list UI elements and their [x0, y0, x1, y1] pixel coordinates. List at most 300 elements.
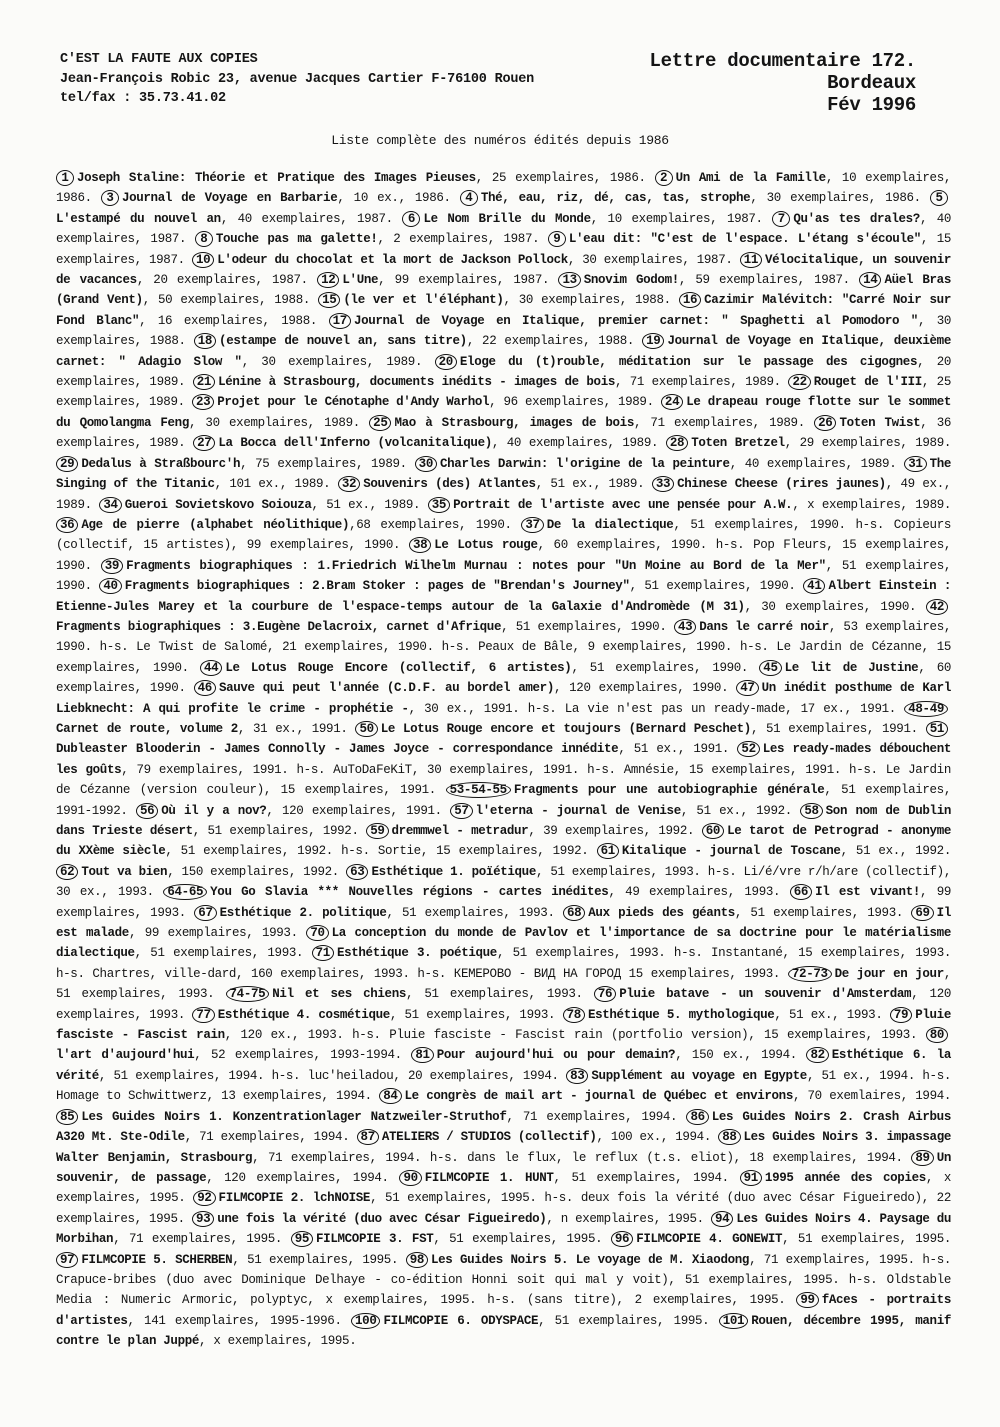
- entry-title: Le Nom Brille du Monde: [423, 211, 591, 226]
- entry-details: , 39 exemplaires, 1992.: [528, 824, 695, 838]
- catalog-entry: [317, 273, 549, 287]
- entry-details: , 101 ex., 1989.: [214, 477, 331, 492]
- entry-number: 96: [611, 1231, 633, 1247]
- entry-number: 8: [195, 231, 213, 247]
- entry-title: Fragments biographiques : 2.Bram Stoker : pages de "Brendan's Journey": [124, 579, 630, 594]
- entry-title: une fois la vérité (duo avec César Figueiredo): [217, 1211, 547, 1226]
- entry-title: Le tarot de Petrograd - anonyme du XXème siècle: [56, 824, 951, 859]
- entry-title: (estampe de nouvel an, sans titre): [219, 334, 467, 349]
- entry-number: 68: [563, 905, 585, 921]
- entry-details: , 10 exemplaires, 1987.: [590, 211, 763, 226]
- entry-title: Toten Bretzel: [691, 436, 785, 451]
- catalog-entry: [192, 1008, 555, 1022]
- entry-details: , 30 exemplaires, 1989.: [189, 415, 360, 430]
- entry-details: , 49 ex., 1989.: [56, 477, 952, 512]
- entry-title: Rouget de l'III: [813, 375, 922, 390]
- catalog-entry: [194, 334, 634, 348]
- entry-details: , 51 exemplaires, 1990.: [501, 619, 667, 634]
- catalog-entry: [563, 1008, 883, 1022]
- entry-number: 95: [291, 1231, 313, 1247]
- entry-number: 11: [740, 252, 762, 268]
- sender-block: [60, 50, 534, 109]
- entry-details: , 25 exemplaires, 1989.: [56, 375, 951, 410]
- entry-number: 38: [409, 537, 431, 553]
- entry-number: 25: [369, 415, 391, 431]
- entry-number: 72-73: [788, 966, 832, 982]
- entry-title: De la dialectique: [546, 517, 674, 532]
- entry-number: 76: [594, 986, 616, 1002]
- entry-details: , 51 exemplaires, 1994.: [553, 1170, 729, 1185]
- catalog-entry: [194, 681, 729, 695]
- catalog-entry: [163, 885, 780, 899]
- entry-details: , 30 exemplaires, 1986.: [750, 191, 921, 206]
- entry-details: , 40 exemplaires, 1989.: [491, 436, 659, 451]
- letter-header: [650, 50, 916, 116]
- catalog-entry: [611, 1232, 951, 1246]
- entry-title: Esthétique 5. mythologique: [587, 1007, 775, 1022]
- entry-details: , 30 exemplaires, 1987.: [567, 252, 733, 267]
- entry-details: , 36 exemplaires, 1989.: [56, 415, 952, 451]
- catalog-entry: [366, 824, 694, 838]
- entry-number: 17: [329, 313, 351, 329]
- entry-number: 74-75: [226, 986, 270, 1002]
- entry-title: La conception du monde de Pavlov et l'importance de sa doctrine pour le matérialisme dialectique: [56, 926, 951, 961]
- entry-title: L'eau dit: "C'est de l'espace. L'étang s'écoule": [568, 232, 921, 247]
- entry-number: 58: [800, 803, 822, 819]
- catalog-entry: [99, 579, 795, 593]
- catalog-entry: [56, 1253, 398, 1267]
- entry-number: 81: [411, 1047, 433, 1063]
- entry-title: Il est vivant!: [815, 885, 921, 900]
- entry-number: 67: [194, 905, 216, 921]
- entry-details: , 51 exemplaires, 1991.: [750, 721, 918, 736]
- entry-title: La Bocca dell'Inferno (volcanitalique): [218, 436, 492, 451]
- entry-number: 50: [355, 721, 377, 737]
- catalog-entry: [379, 1089, 951, 1103]
- entry-title: FILMCOPIE 3. FST: [316, 1232, 434, 1247]
- entry-title: L'estampé du nouvel an: [56, 211, 221, 226]
- entry-title: l'art d'aujourd'hui: [56, 1048, 195, 1063]
- entry-details: , 120 exemplaires, 1991.: [266, 803, 442, 818]
- entry-title: Vélocitalique, un souvenir de vacances: [56, 252, 951, 288]
- entry-details: , 120 ex., 1993. h-s. Pluie fasciste - Fascist rain (portfolio version), 15 exemplaires, 1993.: [224, 1028, 918, 1043]
- entry-number: 84: [379, 1088, 401, 1104]
- entry-title: Fragments biographiques : 1.Friedrich Wilhelm Murnau : notes pour "Un Moine au Bord de la Mer": [126, 558, 826, 573]
- catalog-entry: [56, 1110, 677, 1124]
- entry-details: , 51 exemplaires, 1993.: [406, 987, 583, 1002]
- entry-details: , 51 exemplaires, 1993. h-s. Instantané, 15 exemplaires, 1993. h-s. Chartres, ville-dard, 160 exemplaires, 1993. h-s. КЕМЕРОВО - ВИД НА ГОРОД 15 exemplaires, 1993.: [56, 946, 951, 981]
- entry-number: 3: [101, 190, 119, 206]
- entry-title: Touche pas ma galette!: [215, 232, 378, 247]
- entry-number: 64-65: [163, 884, 207, 900]
- entry-details: , 60 exemplaires, 1990.: [56, 660, 952, 696]
- entry-number: 62: [56, 864, 78, 880]
- entry-number: 12: [317, 272, 339, 288]
- entry-details: , 99 exemplaires, 1987.: [378, 273, 550, 288]
- entry-details: , 30 exemplaires, 1989.: [241, 354, 423, 369]
- entry-details: , 51 ex., 1993.: [774, 1007, 883, 1022]
- catalog-entry: [415, 457, 897, 471]
- entry-number: 35: [428, 497, 450, 513]
- entry-details: , 71 exemplaires, 1994.: [184, 1130, 350, 1145]
- entry-title: L'odeur du chocolat et la mort de Jackson Pollock: [217, 252, 568, 267]
- entry-title: L'Une: [342, 273, 379, 288]
- entry-title: Charles Darwin: l'origine de la peinture: [439, 456, 730, 471]
- entry-number: 18: [194, 333, 216, 349]
- entry-title: Esthétique 1. poïétique: [371, 864, 536, 879]
- catalog-entry: [193, 436, 658, 450]
- catalog-entry: [56, 865, 339, 879]
- catalog-entry: [56, 518, 512, 532]
- entry-details: , 30 exemplaires, 1988.: [503, 293, 671, 308]
- entry-title: Carnet de route, volume 2: [56, 721, 238, 736]
- entry-number: 21: [193, 374, 215, 390]
- entry-number: 36: [56, 517, 78, 533]
- entry-title: The Singing of the Titanic: [56, 456, 952, 492]
- entry-title: Journal de Voyage en Barbarie: [121, 191, 338, 206]
- entry-title: Où il y a nov?: [161, 803, 267, 818]
- entry-number: 7: [772, 211, 790, 227]
- entry-number: 66: [790, 884, 812, 900]
- catalog-entry: [411, 1048, 797, 1062]
- entry-details: , 51 exemplaires, 1992.: [192, 824, 359, 838]
- entry-title: (le ver et l'éléphant): [343, 293, 504, 308]
- entry-details: , 25 exemplaires, 1986.: [475, 171, 646, 185]
- entry-title: Le lit de Justine: [784, 660, 919, 675]
- entry-details: , 120 exemplaires, 1990.: [553, 681, 729, 696]
- catalog-entry: [195, 232, 539, 246]
- entry-number: 92: [193, 1190, 215, 1206]
- entry-title: Fragments biographiques : 3.Eugène Delacroix, carnet d'Afrique: [56, 619, 502, 634]
- catalog-entry: [56, 171, 646, 185]
- entry-details: , 120 exemplaires, 1994.: [206, 1170, 389, 1185]
- entry-details: , 51 exemplaires, 1993.: [734, 905, 903, 920]
- catalog-entry: [101, 191, 451, 205]
- entry-details: , 51 exemplaires, 1994. h-s. luc'heiladou, 20 exemplaires, 1994.: [98, 1068, 559, 1083]
- entry-details: , 40 exemplaires, 1989.: [729, 456, 897, 471]
- entry-number: 70: [306, 925, 328, 941]
- catalog-entry: [291, 1232, 603, 1246]
- entry-details: , 51 exemplaires, 1993.: [389, 1007, 556, 1022]
- entry-details: , 60 exemplaires, 1990. h-s. Pop Fleurs, 15 exemplaires, 1990.: [56, 538, 952, 573]
- entry-title: Tout va bien: [81, 864, 168, 879]
- catalog-entry: [357, 1130, 711, 1144]
- entry-details: , 51 exemplaires, 1991-1992.: [56, 783, 951, 818]
- entry-number: 83: [566, 1068, 588, 1084]
- entry-number: 6: [402, 211, 420, 227]
- catalog-entry: [338, 477, 644, 491]
- entry-details: , 51 exemplaires, 1995. h-s. deux fois la vérité (duo avec César Figueiredo), 22 exemplaires, 1995.: [56, 1191, 951, 1226]
- entry-number: 86: [686, 1109, 708, 1125]
- entry-title: Esthétique 3. poétique: [336, 946, 497, 961]
- entry-details: , 150 ex., 1994.: [675, 1048, 797, 1063]
- entry-number: 57: [450, 803, 472, 819]
- entry-details: , 71 exemplaires, 1995.: [113, 1232, 283, 1247]
- entry-number: 2: [655, 170, 673, 186]
- entry-details: , 51 exemplaires, 1993.: [56, 966, 952, 1002]
- entry-title: Dubleaster Blooderin - James Connolly - James Joyce - correspondance innédite: [56, 742, 619, 757]
- entry-number: 98: [406, 1252, 428, 1268]
- entry-details: , x exemplaires, 1989.: [792, 497, 952, 512]
- catalog-entry: [597, 844, 951, 858]
- letter-title: Lettre documentaire 172.: [649, 50, 916, 72]
- entry-title: dremmwel - metradur: [391, 824, 529, 838]
- entry-details: , 49 exemplaires, 1993.: [608, 885, 781, 900]
- sender-address: Jean-François Robic 23, avenue Jacques Cartier F-76100 Rouen: [60, 71, 535, 87]
- entry-title: Portrait de l'artiste avec une pensée pour A.W.: [453, 497, 793, 512]
- entry-details: , 100 ex., 1994.: [596, 1130, 711, 1145]
- catalog-entry: [666, 436, 951, 450]
- entry-number: 39: [101, 558, 123, 574]
- entry-title: 1995 année des copies: [764, 1170, 926, 1185]
- entry-number: 94: [711, 1211, 733, 1227]
- entry-title: Les Guides Noirs 1. Konzentrationlager Natzweiler-Struthof: [81, 1109, 507, 1124]
- entry-number: 31: [904, 456, 926, 472]
- entry-number: 79: [890, 1007, 912, 1023]
- entry-title: Le drapeau rouge flotte sur le sommet du Qomolangma Feng: [56, 395, 952, 430]
- entry-title: You Go Slavia *** Nouvelles régions - cartes inédites: [210, 885, 609, 900]
- entry-title: Aux pieds des géants: [588, 905, 735, 920]
- catalog-entry: [558, 273, 849, 287]
- entry-title: Les Guides Noirs 4. Paysage du Morbihan: [56, 1211, 951, 1247]
- entry-details: , 71 exemplaires, 1989.: [633, 415, 805, 430]
- entry-details: , 79 exemplaires, 1991. h-s. AuToDaFeKiT, 30 exemplaires, 1991. h-s. Amnésie, 15 exemplaires, 1991. h-s. Le Jardin de Cézanne (version couleur), 15 exemplaires, 1991.: [56, 762, 951, 798]
- entry-number: 5: [930, 190, 948, 206]
- entry-number: 87: [357, 1129, 379, 1145]
- entry-details: , 15 exemplaires, 1987.: [56, 232, 951, 267]
- entry-details: , 51 ex., 1994. h-s. Homage to Schwittwerz, 13 exemplaires, 1994.: [56, 1068, 951, 1104]
- entry-title: Le Lotus Rouge encore et toujours (Bernard Peschet): [380, 721, 751, 736]
- entry-number: 30: [415, 456, 437, 472]
- entry-number: 48-49: [904, 701, 948, 717]
- entry-title: Eloge du (t)rouble, méditation sur le passage des cigognes: [459, 354, 918, 369]
- entry-title: Dans le carré noir: [699, 619, 829, 634]
- catalog-entry: [136, 804, 442, 818]
- catalog-list: [56, 168, 951, 1352]
- entry-details: , 50 exemplaires, 1988.: [142, 293, 310, 308]
- entry-number: 56: [136, 803, 158, 819]
- entry-number: 15: [318, 292, 340, 308]
- entry-title: Le congrès de mail art - journal de Québec et environs: [404, 1089, 793, 1104]
- entry-details: , 71 exemplaires, 1989.: [615, 375, 781, 390]
- entry-details: , 30 exemplaires, 1990.: [744, 599, 917, 614]
- entry-details: , 120 exemplaires, 1993.: [56, 987, 952, 1022]
- entry-number: 42: [926, 599, 948, 615]
- entry-number: 26: [814, 415, 836, 431]
- entry-title: Mao à Strasbourg, images de bois: [394, 415, 634, 430]
- entry-title: Toten Twist: [839, 415, 921, 430]
- entry-title: Aüel Bras (Grand Vent): [56, 273, 951, 308]
- entry-details: , 10 ex., 1986.: [337, 191, 451, 206]
- entry-number: 4: [460, 190, 478, 206]
- entry-number: 23: [192, 394, 214, 410]
- entry-details: , 2 exemplaires, 1987.: [377, 232, 540, 247]
- catalog-entry: [99, 498, 420, 512]
- catalog-entry: [351, 1314, 709, 1328]
- entry-title: Pluie batave - un souvenir d'Amsterdam: [619, 987, 912, 1002]
- entry-details: , 16 exemplaires, 1988.: [139, 313, 318, 328]
- entry-number: 16: [679, 292, 701, 308]
- entry-number: 80: [926, 1027, 948, 1043]
- entry-title: Pluie fasciste - Fascist rain: [56, 1007, 951, 1043]
- entry-title: Joseph Staline: Théorie et Pratique des Images Pieuses: [77, 171, 476, 185]
- catalog-entry: [318, 293, 671, 307]
- catalog-entry: [402, 212, 762, 226]
- catalog-entry: [226, 987, 583, 1001]
- entry-title: Son nom de Dublin dans Trieste désert: [56, 803, 952, 838]
- entry-number: 91: [740, 1170, 762, 1186]
- entry-details: , 141 exemplaires, 1995-1996.: [127, 1313, 342, 1328]
- entry-number: 93: [192, 1211, 214, 1227]
- entry-number: 19: [642, 333, 664, 349]
- entry-details: , 96 exemplaires, 1989.: [489, 395, 654, 410]
- entry-title: l'eterna - journal de Venise: [475, 803, 681, 818]
- entry-details: , x exemplaires, 1995.: [56, 1170, 951, 1206]
- letter-date: Fév 1996: [827, 94, 916, 116]
- entry-details: , 51 ex., 1992.: [680, 803, 792, 818]
- entry-details: , 51 exemplaires, 1995.: [232, 1252, 399, 1267]
- entry-title: Qu'as tes drales?: [793, 211, 920, 226]
- entry-title: Esthétique 6. la vérité: [56, 1048, 952, 1083]
- entry-details: , 30 ex., 1991. h-s. La vie n'est pas un ready-made, 17 ex., 1991.: [408, 701, 896, 716]
- entry-title: Les ready-mades débouchent les goûts: [56, 742, 951, 777]
- entry-number: 10: [192, 252, 214, 268]
- entry-number: 20: [435, 354, 457, 370]
- letter-city: Bordeaux: [827, 72, 916, 94]
- entry-details: , 20 exemplaires, 1989.: [56, 354, 952, 390]
- entry-title: Les Guides Noirs 2. Crash Airbus A320 Mt. Ste-Odile: [56, 1109, 951, 1145]
- entry-details: , 51 ex., 1989.: [535, 477, 645, 492]
- entry-number: 53-54-55: [446, 782, 511, 798]
- entry-details: , 51 exemplaires, 1992. h-s. Sortie, 15 exemplaires, 1992.: [165, 844, 589, 859]
- entry-details: , 51 exemplaires, 1995.: [433, 1232, 603, 1247]
- entry-number: 101: [719, 1313, 748, 1329]
- entry-title: FILMCOPIE 2. lchNOISE: [218, 1191, 371, 1206]
- entry-details: , 10 exemplaires, 1986.: [56, 171, 951, 206]
- entry-title: Nil et ses chiens: [272, 987, 407, 1002]
- catalog-entry: [450, 804, 792, 818]
- entry-details: , 51 exemplaires, 1990.: [56, 558, 951, 594]
- entry-number: 37: [521, 517, 543, 533]
- entry-details: , 71 exemplaires, 1994. h-s. dans le flux, le reflux (t.s. eliot), 18 exemplaires, 1994.: [252, 1150, 903, 1165]
- entry-title: Le Lotus Rouge Encore (collectif, 6 artistes): [225, 660, 572, 675]
- entry-number: 85: [56, 1109, 78, 1125]
- entry-number: 32: [338, 476, 360, 492]
- entry-number: 89: [911, 1150, 933, 1166]
- entry-number: 46: [194, 680, 216, 696]
- entry-number: 90: [399, 1170, 421, 1186]
- entry-details: , x exemplaires, 1995.: [199, 1334, 357, 1349]
- catalog-entry: [192, 1212, 704, 1226]
- entry-number: 40: [99, 578, 121, 594]
- entry-title: Cazimir Malévitch: "Carré Noir sur Fond Blanc": [56, 293, 951, 328]
- entry-details: , 30 exemplaires, 1988.: [56, 313, 952, 349]
- entry-number: 52: [737, 741, 759, 757]
- entry-details: , 51 exemplaires, 1995.: [538, 1313, 710, 1328]
- entry-title: fAces - portraits d'artistes: [56, 1293, 951, 1328]
- entry-details: , 75 exemplaires, 1989.: [240, 456, 407, 471]
- entry-title: Rouen, décembre 1995, manif contre le plan Juppé: [56, 1313, 951, 1349]
- entry-title: FILMCOPIE 1. HUNT: [424, 1170, 554, 1185]
- entry-details: , 29 exemplaires, 1989.: [784, 436, 952, 451]
- entry-number: 44: [200, 660, 222, 676]
- entry-number: 29: [56, 456, 78, 472]
- entry-number: 77: [192, 1007, 214, 1023]
- entry-number: 63: [346, 864, 368, 880]
- entry-title: Journal de Voyage en Italique, deuxième carnet: " Adagio Slow ": [56, 334, 951, 369]
- entry-title: Sauve qui peut l'année (C.D.F. au bordel amer): [218, 681, 554, 696]
- entry-title: Snovim Godom!: [583, 273, 679, 288]
- entry-number: 24: [661, 394, 683, 410]
- entry-title: Un inédit posthume de Karl Liebknecht: A qui profite le crime - prophétie -: [56, 681, 951, 716]
- entry-details: , 31 ex., 1991.: [237, 721, 348, 736]
- entry-title: Kitalique - journal de Toscane: [621, 844, 841, 859]
- entry-number: 71: [312, 945, 334, 961]
- entry-details: , 51 exemplaires, 1990. h-s. Copieurs (collectif, 15 artistes), 99 exemplaires, 1990.: [56, 517, 951, 553]
- entry-title: Projet pour le Cénotaphe d'Andy Warhol: [217, 395, 490, 410]
- entry-details: , 51 exemplaires, 1990.: [571, 660, 749, 675]
- entry-details: , 150 exemplaires, 1992.: [167, 864, 339, 879]
- entry-details: , 51 exemplaires, 1993.: [386, 905, 555, 920]
- sender-phone: tel/fax : 35.73.41.02: [60, 91, 226, 106]
- catalog-entry: [192, 395, 654, 409]
- entry-details: , 51 ex., 1989.: [311, 497, 421, 512]
- entry-number: 1: [56, 170, 74, 186]
- entry-title: Un souvenir, de passage: [56, 1150, 951, 1185]
- entry-number: 99: [796, 1292, 818, 1308]
- entry-details: , 53 exemplaires, 1990. h-s. Le Twist de Salomé, 21 exemplaires, 1990. h-s. Peaux de Bâle, 9 exemplaires, 1990. h-s. Le Jardin de Cézanne, 15 exemplaires, 1990.: [56, 619, 951, 675]
- entry-title: Albert Einstein : Etienne-Jules Marey et la courbure de l'espace-temps autour de la Galaxie d'Andromède (M 31): [56, 579, 952, 614]
- entry-details: , 71 exemplaires, 1995. h-s. Crapuce-bribes (duo avec Dominique Delhaye - co-édition Honni soit qui mal y voit), 51 exemplaires, 1995. h-s. Oldstable Media : Numeric Armoric, polyptyc, x exemplaires, 1995. h-s. (sans titre), 2 exemplaires, 1995.: [56, 1252, 951, 1308]
- entry-title: Fragments pour une autobiographie générale: [513, 783, 825, 798]
- catalog-entry: [399, 1171, 728, 1185]
- sender-name: C'EST LA FAUTE AUX COPIES: [60, 52, 258, 67]
- entry-title: Esthétique 4. cosmétique: [217, 1007, 390, 1022]
- entry-title: Journal de Voyage en Italique, premier carnet: " Spaghetti al Pomodoro ": [353, 313, 918, 328]
- entry-number: 78: [563, 1007, 585, 1023]
- entry-number: 82: [806, 1047, 828, 1063]
- catalog-entry: [193, 375, 781, 389]
- entry-title: Le Lotus rouge: [434, 538, 538, 553]
- catalog-entry: [428, 498, 951, 512]
- entry-number: 51: [926, 721, 948, 737]
- entry-number: 13: [558, 272, 580, 288]
- entry-title: Dedalus à Straßbourc'h: [81, 456, 241, 471]
- entry-details: , 99 exemplaires, 1993.: [56, 885, 952, 920]
- entry-details: , 40 exemplaires, 1987.: [220, 211, 393, 226]
- entry-number: 28: [666, 435, 688, 451]
- entry-title: Il est malade: [56, 905, 951, 941]
- entry-number: 61: [597, 843, 619, 859]
- entry-details: , 59 exemplaires, 1987.: [678, 273, 850, 288]
- entry-number: 22: [788, 374, 810, 390]
- entry-title: FILMCOPIE 6. ODYSPACE: [383, 1313, 539, 1328]
- entry-title: ATELIERS / STUDIOS (collectif): [381, 1130, 597, 1145]
- entry-number: 47: [736, 680, 758, 696]
- catalog-entry: [194, 906, 554, 920]
- entry-details: , 70 exemlaires, 1994.: [793, 1089, 952, 1104]
- entry-details: , 51 exemplaires, 1993.: [134, 946, 304, 961]
- entry-details: , 51 exemplaires, 1993. h-s. Li/é/vre r/h/are (collectif), 30 ex., 1993.: [56, 864, 951, 900]
- entry-title: FILMCOPIE 5. SCHERBEN: [81, 1252, 233, 1267]
- catalog-entry: [563, 906, 903, 920]
- entry-title: Les Guides Noirs 5. Le voyage de M. Xiaodong: [431, 1252, 750, 1267]
- entry-number: 33: [652, 476, 674, 492]
- entry-title: Chinese Cheese (rires jaunes): [677, 477, 886, 492]
- entry-details: , 52 exemplaires, 1993-1994.: [194, 1048, 402, 1063]
- entry-number: 69: [911, 905, 933, 921]
- entry-number: 88: [718, 1129, 740, 1145]
